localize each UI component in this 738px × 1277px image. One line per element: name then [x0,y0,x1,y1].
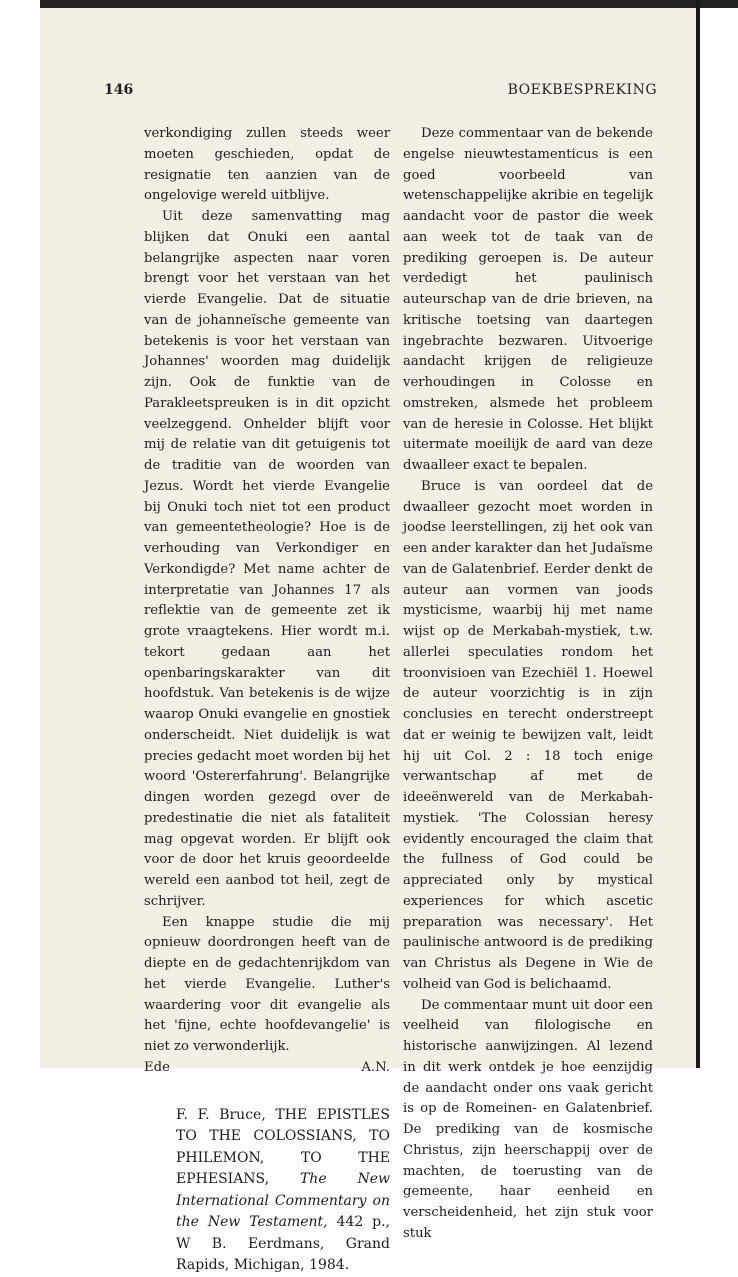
scan-margin [0,0,40,1068]
review-signature [144,1058,390,1079]
reference-series: The New International Commentary on the New Testament, [176,1171,390,1230]
paragraph: Deze commentaar van de bekende engelse nieuwtestamenticus is een goed voorbeeld van wetenschappelijke akribie en tegelijk aandacht voor de pastor die week aan week tot de taak van de prediking geroepen is. De auteur verdedigt het paulinisch auteurschap van de drie brieven, na kritische toetsing van daartegen ingebrachte bezwaren. Uitvoerige aandacht krijgen de religieuze verhoudingen in Colosse en omstreken, alsmede het probleem van de heresie in Colosse. Het blijkt uitermate moeilijk de aard van deze dwaalleer exact te bepalen. [403,126,653,473]
signature-place: Ede [144,1059,170,1075]
reference-title: THE EPISTLES TO THE COLOSSIANS, TO PHILEMON, TO THE EPHESIANS, [176,1106,390,1187]
scan-right-border [696,0,700,1068]
reference-authors: F. F. Bruce, [176,1106,266,1123]
running-head: BOEKBESPREKING [507,82,657,98]
left-column [144,124,390,1277]
paragraph: Een knappe studie die mij opnieuw doordrongen heeft van de diepte en de gedachtenrijkdom van het vierde Evangelie. Luther's waardering voor dit evangelie als het 'fijne, echte hoofdevangelie' is niet zo verwonderlijk. [144,914,390,1054]
page-number: 146 [104,82,134,98]
signature-initials: A.N. [361,1059,390,1075]
paragraph: De commentaar munt uit door een veelheid van filologische en historische aanwijzingen. Al lezend in dit werk ontdek je hoe eenzijdig de aandacht onder ons vaak gericht is op de Romeinen- en Galatenbrief. De prediking van de kosmische Christus, zijn heerschappij over de machten, de toerusting van de gemeente, haar eenheid en verscheidenheid, het zijn stuk voor stuk [403,997,653,1241]
paragraph: Bruce is van oordeel dat de dwaalleer gezocht moet worden in joodse leerstellingen, zij het ook van een ander karakter dan het Judaïsme van de Galatenbrief. Eerder denkt de auteur aan vormen van joods mysticisme, waarbij hij met name wijst op de Merkabah-mystiek, t.w. allerlei speculaties rondom het troonvisioen van Ezechiël 1. Hoewel de auteur voorzichtig is in zijn conclusies en terecht onderstreept dat er weinig te bewijzen valt, leidt hij uit Col. 2 : 18 toch enige verwantschap af met de ideeënwereld van de Merkabah-mystiek. 'The Colossian heresy evidently encouraged the claim that the fullness of God could be appreciated only by mystical experiences for which ascetic preparation was necessary'. Het paulinische antwoord is de prediking van Christus als Degene in Wie de volheid van God is belichaamd. [403,478,653,992]
right-column [403,124,653,1245]
book-reference [176,1105,390,1277]
paragraph: verkondiging zullen steeds weer moeten geschieden, opdat de resignatie ten aanzien van de ongelovige wereld uitblijve. [144,126,390,204]
scan-top-border [40,0,738,8]
paragraph: Uit deze samenvatting mag blijken dat Onuki een aantal belangrijke aspecten naar voren brengt voor het verstaan van het vierde Evangelie. Dat de situatie van de johanneïsche gemeente van betekenis is voor het verstaan van Johannes' woorden mag duidelijk zijn. Ook de funktie van de Parakleetspreuken is in dit opzicht veelzeggend. Onhelder blijft voor mij de relatie van dit getuigenis tot de traditie van de woorden van Jezus. Wordt het vierde Evangelie bij Onuki toch niet tot een product van gemeentetheologie? Hoe is de verhouding van Verkondiger en Verkondigde? Met name achter de interpretatie van Johannes 17 als reflektie van de gemeente zet ik grote vraagtekens. Hier wordt m.i. tekort gedaan aan het openbaringskarakter van dit hoofdstuk. Van betekenis is de wijze waarop Onuki evangelie en gnostiek onderscheidt. Niet duidelijk is wat precies gedacht moet worden bij het woord 'Ostererfahrung'. Belangrijke dingen worden gezegd over de predestinatie die niet als fataliteit mag opgevat worden. Er blijft ook voor de door het kruis geoordeelde wereld een aanbod tot heil, zegt de schrijver. [144,209,390,909]
reference-details: 442 p., W B. Eerdmans, Grand Rapids, Michigan, 1984. [176,1214,390,1273]
page-header [104,82,657,104]
